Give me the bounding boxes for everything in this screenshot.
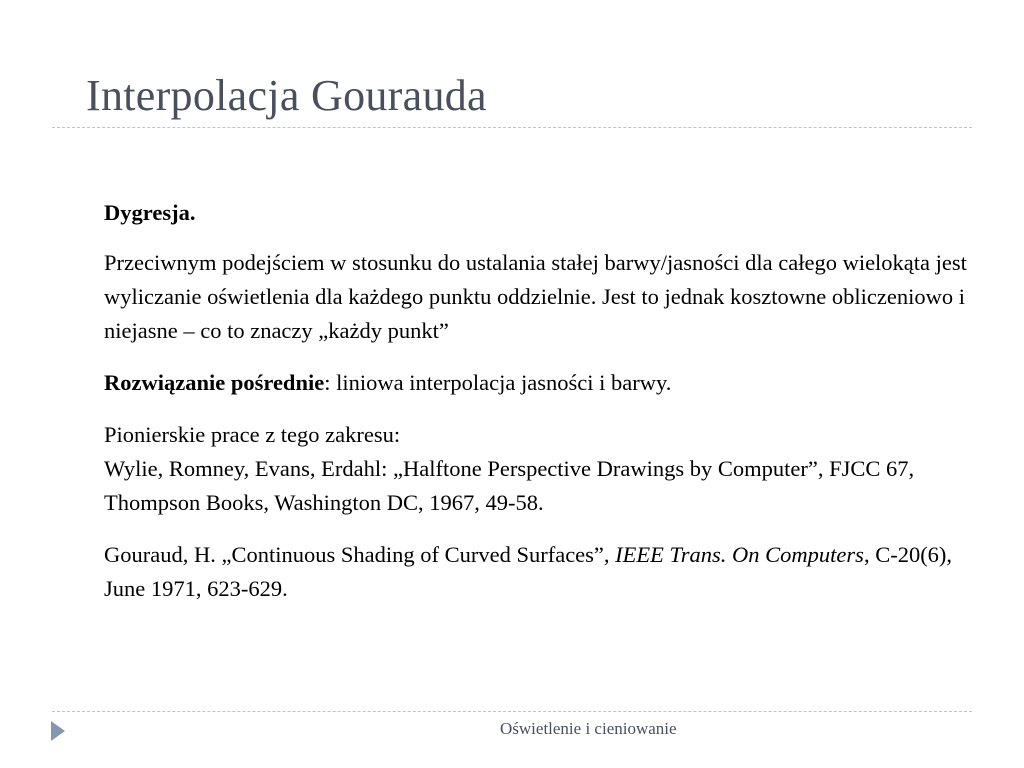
paragraph-per-pixel-lighting: Przeciwnym podejściem w stosunku do ustalania stałej barwy/jasności dla całego wielokąta jest wyliczanie oświetlenia dla każdego punktu oddzielnie. Jest to jednak kosztowne obliczeniowo i niejasne – co to znaczy „każdy punkt”: [104, 250, 967, 343]
gouraud-ref-journal: IEEE Trans. On Computers: [615, 542, 864, 567]
paragraph-intermediate-solution: [104, 366, 984, 400]
digression-heading-text: Dygresja.: [104, 200, 196, 225]
solution-label: Rozwiązanie pośrednie: [104, 370, 325, 395]
pioneer-reference: Wylie, Romney, Evans, Erdahl: „Halftone Perspective Drawings by Computer”, FJCC 67, Thompson Books, Washington DC, 1967, 49-58.: [104, 456, 915, 515]
footer-divider: [52, 711, 972, 712]
gouraud-ref-end: , C-20(6), June 1971, 623-629.: [104, 542, 953, 601]
triangle-right-icon: [51, 721, 65, 741]
title-divider: [52, 127, 972, 128]
footer-text: Oświetlenie i cieniowanie: [500, 719, 677, 738]
pioneer-intro: Pionierskie prace z tego zakresu:: [104, 422, 401, 447]
digression-heading: [104, 196, 984, 230]
solution-text: : liniowa interpolacja jasności i barwy.: [324, 370, 672, 395]
gouraud-ref-start: Gouraud, H. „Continuous Shading of Curved Surfaces”,: [104, 542, 616, 567]
paragraph-gouraud-reference: [104, 538, 984, 606]
slide-content: [104, 196, 984, 624]
slide-title: Interpolacja Gourauda: [86, 71, 487, 120]
paragraph-pioneer-works: [104, 418, 984, 520]
